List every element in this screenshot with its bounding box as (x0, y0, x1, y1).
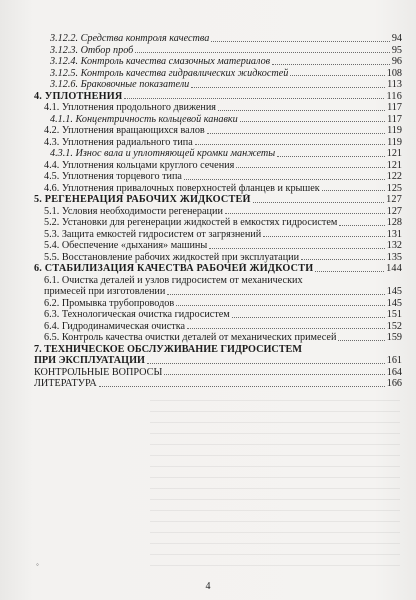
dot-leader (164, 374, 384, 375)
toc-entry (34, 79, 402, 91)
page-number: 4 (205, 581, 211, 592)
toc-entry-title: КОНТРОЛЬНЫЕ ВОПРОСЫ (34, 366, 163, 378)
dot-leader (339, 225, 384, 226)
toc-entry-page: 117 (387, 102, 402, 113)
toc-entry (34, 160, 402, 172)
toc-entry-title: 6.3. Технологическая очистка гидросистем (44, 309, 230, 320)
toc-entry-title: 4.3.1. Износ вала и уплотняющей кромки манжеты (50, 148, 276, 159)
toc-chapter-title-line2: ПРИ ЭКСПЛУАТАЦИИ (34, 355, 145, 366)
toc-entry-title: 4.2. Уплотнения вращающихся валов (44, 125, 205, 136)
toc-entry-title: 3.12.6. Браковочные показатели (50, 79, 190, 90)
toc-entry-page: 117 (387, 113, 402, 125)
toc-entry-page: 127 (386, 205, 402, 217)
dot-leader (290, 75, 384, 76)
dot-leader (211, 41, 389, 42)
toc-entry-page: 96 (391, 56, 402, 67)
dot-leader (99, 386, 385, 387)
toc-chapter-title: 4. УПЛОТНЕНИЯ (34, 90, 123, 102)
toc-entry (34, 68, 402, 80)
dot-leader (225, 213, 385, 214)
toc-entry-title: 4.4. Уплотнения кольцами круглого сечения (44, 159, 235, 171)
toc-entry-page: 164 (386, 366, 402, 378)
dot-leader (184, 179, 385, 180)
toc-entry (34, 332, 402, 344)
toc-entry-page: 128 (386, 217, 402, 228)
toc-entry (34, 367, 402, 379)
toc-entry-title: 5.4. Обеспечение «дыхания» машины (44, 240, 208, 251)
dot-leader (301, 259, 385, 260)
toc-entry-page: 152 (386, 320, 402, 332)
toc-chapter (34, 344, 402, 367)
toc-entry (34, 102, 402, 114)
toc-entry (34, 148, 402, 160)
toc-entry (34, 275, 402, 298)
toc-entry-page: 166 (386, 378, 402, 389)
toc-entry-title: 6.4. Гидродинамическая очистка (44, 320, 186, 332)
dot-leader (176, 305, 385, 306)
toc-entry-title: 4.3. Уплотнения радиального типа (44, 136, 193, 148)
dot-leader (135, 52, 390, 53)
toc-entry (34, 206, 402, 218)
dot-leader (338, 340, 384, 341)
toc-chapter (34, 91, 402, 103)
toc-entry-title: 4.5. Уплотнения торцевого типа (44, 171, 182, 182)
toc-entry-title: 5.3. Защита емкостей гидросистем от загрязнений (44, 228, 262, 240)
toc-entry-page: 95 (391, 44, 402, 56)
toc-entry (34, 378, 402, 390)
dot-leader (272, 64, 390, 65)
toc-entry-page: 116 (386, 90, 402, 102)
toc-chapter-title-line1: 7. ТЕХНИЧЕСКОЕ ОБСЛУЖИВАНИЕ ГИДРОСИСТЕМ (34, 343, 302, 355)
toc-entry-title: 3.12.3. Отбор проб (50, 44, 134, 56)
dot-leader (315, 271, 384, 272)
toc-entry (34, 45, 402, 57)
dot-leader (240, 121, 385, 122)
dot-leader (263, 236, 385, 237)
toc-entry-page: 132 (386, 240, 402, 251)
toc-entry-title: 6.2. Промывка трубопроводов (44, 297, 175, 309)
toc-entry-title: 4.6. Уплотнения привалочных поверхностей фланцев и крышек (44, 182, 320, 194)
toc-entry-page: 122 (386, 171, 402, 182)
toc-chapter-title: 5. РЕГЕНЕРАЦИЯ РАБОЧИХ ЖИДКОСТЕЙ (34, 194, 251, 205)
toc-entry-title: 5.5. Восстановление рабочих жидкостей при эксплуатации (44, 251, 300, 263)
toc-entry-page: 127 (386, 194, 402, 205)
toc-entry-page: 144 (386, 263, 402, 274)
toc-entry-title: 5.2. Установки для регенерации жидкостей в емкостях гидросистем (44, 217, 338, 228)
toc-entry-title: 6.5. Контроль качества очистки деталей от механических примесей (44, 332, 337, 343)
toc-entry-page: 108 (386, 67, 402, 79)
toc-entry-page: 94 (391, 33, 402, 44)
toc-entry-page: 161 (386, 355, 402, 366)
toc-entry-page: 135 (386, 251, 402, 263)
toc-entry-page: 125 (386, 182, 402, 194)
bleed-through-text (150, 400, 400, 570)
toc-entry-page: 145 (386, 297, 402, 309)
table-of-contents (34, 33, 402, 390)
dot-leader (322, 190, 385, 191)
toc-entry (34, 321, 402, 333)
dot-leader (187, 328, 385, 329)
toc-entry (34, 56, 402, 68)
toc-entry (34, 298, 402, 310)
toc-entry-page: 119 (387, 125, 402, 136)
toc-entry-title: ЛИТЕРАТУРА (34, 378, 97, 389)
dot-leader (232, 317, 385, 318)
toc-entry (34, 171, 402, 183)
dot-leader (167, 294, 384, 295)
toc-entry (34, 217, 402, 229)
toc-entry-title: 5.1. Условия необходимости регенерации (44, 205, 223, 217)
toc-entry (34, 183, 402, 195)
toc-chapter (34, 263, 402, 275)
toc-entry (34, 309, 402, 321)
toc-entry-title: 3.12.2. Средства контроля качества (50, 33, 210, 44)
toc-entry (34, 33, 402, 45)
dot-leader (236, 167, 384, 168)
toc-entry-title-line2: примесей при изготовлении (44, 286, 166, 297)
toc-chapter (34, 194, 402, 206)
toc-entry-title: 3.12.4. Контроль качества смазочных материалов (50, 56, 271, 67)
dot-leader (218, 110, 385, 111)
toc-entry-page: 159 (386, 332, 402, 343)
toc-entry-page: 121 (386, 159, 402, 171)
dot-leader (124, 98, 384, 99)
toc-entry-title: 3.12.5. Контроль качества гидравлических жидкостей (50, 67, 289, 79)
toc-entry (34, 252, 402, 264)
toc-entry-page: 121 (386, 148, 402, 159)
toc-entry (34, 125, 402, 137)
toc-entry (34, 114, 402, 126)
dot-leader (253, 202, 385, 203)
toc-entry-title-line1: 6.1. Очистка деталей и узлов гидросистем от механических (44, 274, 303, 286)
toc-entry-page: 113 (387, 79, 402, 90)
toc-entry-page: 131 (386, 228, 402, 240)
toc-entry (34, 137, 402, 149)
toc-entry-title: 4.1. Уплотнения продольного движения (44, 102, 216, 113)
dot-leader (191, 87, 385, 88)
dot-leader (195, 144, 385, 145)
toc-entry-page: 145 (386, 286, 402, 297)
toc-entry-title: 4.1.1. Концентричность кольцевой канавки (50, 113, 238, 125)
dot-leader (147, 363, 385, 364)
dot-leader (207, 133, 385, 134)
print-speck: ◦ (36, 560, 39, 569)
dot-leader (209, 248, 385, 249)
toc-entry (34, 229, 402, 241)
toc-entry-page: 119 (387, 136, 402, 148)
toc-chapter-title: 6. СТАБИЛИЗАЦИЯ КАЧЕСТВА РАБОЧЕЙ ЖИДКОСТИ (34, 263, 314, 274)
toc-entry-page: 151 (386, 309, 402, 320)
dot-leader (277, 156, 385, 157)
toc-entry (34, 240, 402, 252)
